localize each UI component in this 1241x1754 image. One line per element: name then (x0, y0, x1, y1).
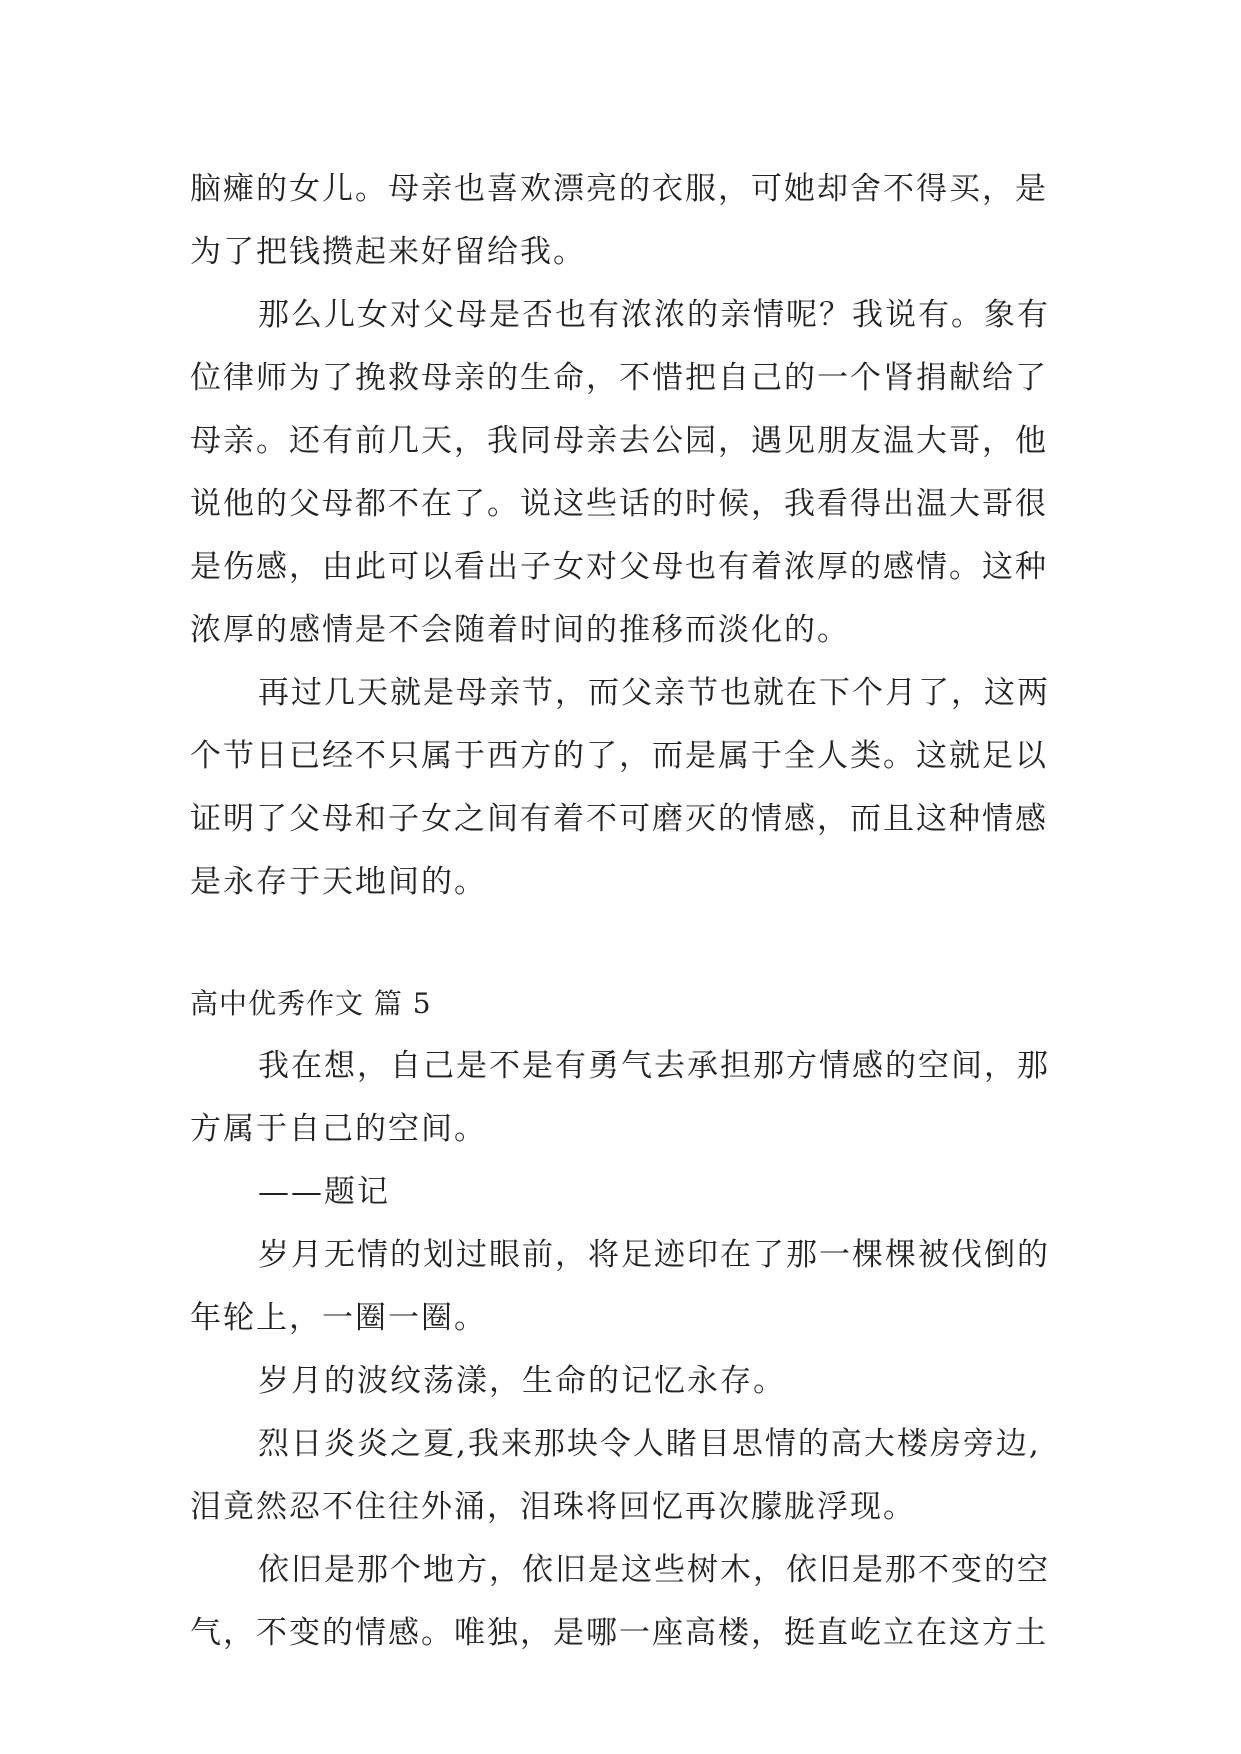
text-line: 位律师为了挽救母亲的生命，不惜把自己的一个肾捐献给了 (190, 360, 1048, 396)
text-line: 年轮上，一圈一圈。 (190, 1300, 487, 1336)
text-line: 烈日炎炎之夏,我来那块令人睹目思情的高大楼房旁边, (258, 1426, 1041, 1462)
text-line: 证明了父母和子女之间有着不可磨灭的情感，而且这种情感 (190, 801, 1048, 837)
paragraph (190, 1539, 1052, 1665)
section-gap (190, 914, 1052, 972)
paragraph (190, 662, 1052, 914)
text-line: 母亲。还有前几天，我同母亲去公园，遇见朋友温大哥，他 (190, 423, 1048, 459)
text-line: 方属于自己的空间。 (190, 1111, 487, 1147)
paragraph (190, 1224, 1052, 1350)
text-line: 脑瘫的女儿。母亲也喜欢漂亮的衣服，可她却舍不得买，是 (190, 171, 1048, 207)
text-line: 那么儿女对父母是否也有浓浓的亲情呢？我说有。象有 (258, 297, 1050, 333)
paragraph (190, 1413, 1052, 1539)
paragraph (190, 158, 1052, 284)
document-body (190, 158, 1052, 1665)
text-line: 说他的父母都不在了。说这些话的时候，我看得出温大哥很 (190, 486, 1048, 522)
text-line: 岁月的波纹荡漾，生命的记忆永存。 (258, 1363, 786, 1399)
paragraph (190, 1035, 1052, 1161)
paragraph (190, 284, 1052, 662)
text-line: 气，不变的情感。唯独，是哪一座高楼，挺直屹立在这方土 (190, 1615, 1048, 1651)
epigraph-attribution (190, 1161, 1052, 1224)
essay-heading: 高中优秀作文 篇 5 (190, 987, 432, 1020)
text-line: 浓厚的感情是不会随着时间的推移而淡化的。 (190, 612, 850, 648)
text-line: 岁月无情的划过眼前，将足迹印在了那一棵棵被伐倒的 (258, 1237, 1050, 1273)
text-line: 依旧是那个地方，依旧是这些树木，依旧是那不变的空 (258, 1552, 1050, 1588)
text-line: 个节日已经不只属于西方的了，而是属于全人类。这就足以 (190, 738, 1048, 774)
text-line: ——题记 (258, 1174, 390, 1210)
text-line: 为了把钱攒起来好留给我。 (190, 234, 586, 270)
text-line: 是永存于天地间的。 (190, 864, 487, 900)
text-line: 再过几天就是母亲节，而父亲节也就在下个月了，这两 (258, 675, 1050, 711)
text-line: 是伤感，由此可以看出子女对父母也有着浓厚的感情。这种 (190, 549, 1048, 585)
text-line: 我在想，自己是不是有勇气去承担那方情感的空间，那 (258, 1048, 1050, 1084)
paragraph (190, 1350, 1052, 1413)
text-line: 泪竟然忍不住往外涌，泪珠将回忆再次朦胧浮现。 (190, 1489, 916, 1525)
